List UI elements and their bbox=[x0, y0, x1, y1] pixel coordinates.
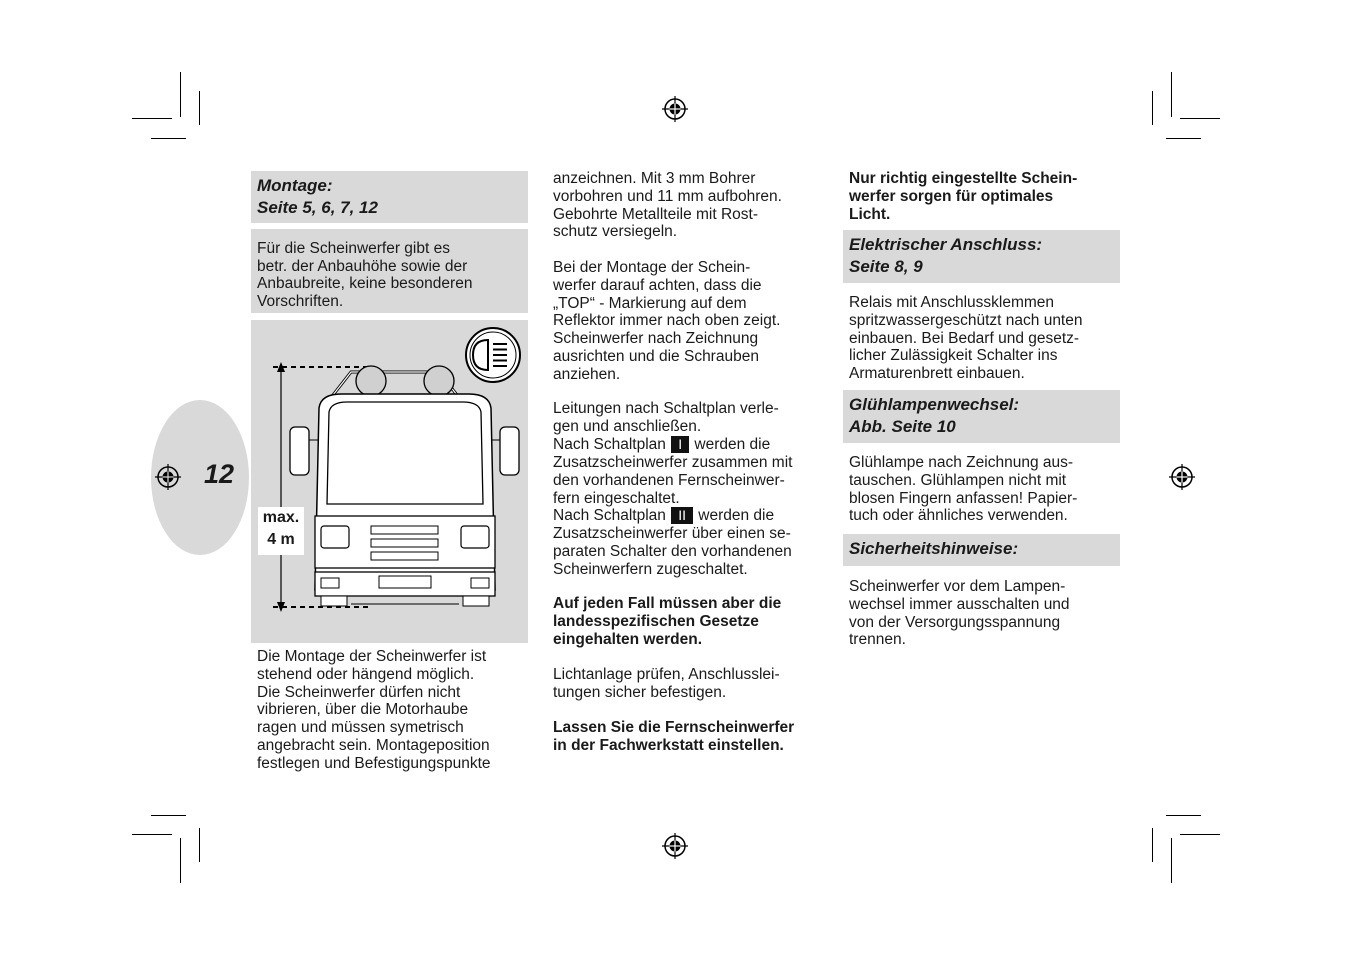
truck-figure bbox=[251, 320, 528, 643]
col2-paragraph bbox=[553, 507, 833, 525]
col2-paragraph: Zusatzscheinwerfer über einen se- paraten Schalter den vorhandenen Scheinwerfern zugeschaltet. bbox=[553, 525, 792, 578]
col2-paragraph: anzeichnen. Mit 3 mm Bohrer vorbohren und 11 mm aufbohren. Gebohrte Metallteile mit Rost- schutz versiegeln. bbox=[553, 170, 782, 241]
col2-bold-note: Lassen Sie die Fernscheinwerfer in der Fachwerkstatt einstellen. bbox=[553, 719, 795, 754]
col2-paragraph: Leitungen nach Schaltplan verle- gen und anschließen. bbox=[553, 400, 779, 435]
height-label-line1: max. bbox=[262, 509, 300, 526]
crop-mark bbox=[1171, 72, 1172, 117]
registration-mark-icon bbox=[155, 464, 181, 490]
crop-mark bbox=[151, 815, 186, 816]
crop-mark bbox=[132, 118, 172, 119]
crop-mark bbox=[1171, 838, 1172, 883]
section-heading-montage: Montage: Seite 5, 6, 7, 12 bbox=[251, 171, 528, 223]
section-heading-sicherheit: Sicherheitshinweise: bbox=[843, 534, 1120, 566]
crop-mark bbox=[132, 834, 172, 835]
crop-mark bbox=[1152, 828, 1153, 862]
schaltplan-text: werden die bbox=[698, 507, 775, 524]
crop-mark bbox=[180, 838, 181, 883]
crop-mark bbox=[199, 828, 200, 862]
truck-front-illustration bbox=[251, 320, 528, 643]
col3-paragraph: Scheinwerfer vor dem Lampen- wechsel immer ausschalten und von der Versorgungsspannung trennen. bbox=[849, 578, 1070, 649]
col2-bold-note: Auf jeden Fall müssen aber die landesspezifischen Gesetze eingehalten werden. bbox=[553, 595, 782, 648]
headlight-symbol-icon bbox=[466, 328, 520, 382]
col2-paragraph: Bei der Montage der Schein- werfer darauf achten, dass die „TOP“ - Markierung auf dem Reflektor immer nach oben zeigt. Scheinwerfer nach Zeichnung ausrichten und die Schrauben anziehen. bbox=[553, 259, 781, 383]
schaltplan-text: werden die bbox=[694, 436, 771, 453]
col3-paragraph: Glühlampe nach Zeichnung aus- tauschen. Glühlampen nicht mit blosen Fingern anfassen! Papier- tuch oder ähnliches verwenden. bbox=[849, 454, 1078, 525]
col3-bold-note: Nur richtig eingestellte Schein- werfer sorgen für optimales Licht. bbox=[849, 170, 1078, 223]
schaltplan-i-badge: I bbox=[671, 436, 689, 453]
col2-paragraph: Zusatzscheinwerfer zusammen mit den vorhandenen Fernscheinwer- fern eingeschaltet. bbox=[553, 454, 793, 507]
schaltplan-text: Nach Schaltplan bbox=[553, 436, 666, 453]
col1-body-text: Die Montage der Scheinwerfer ist stehend oder hängend möglich. Die Scheinwerfer dürfen nicht vibrieren, über die Motorhaube ragen und müssen symetrisch angebracht sein. Montageposition festlegen und Befestigungspunkte bbox=[257, 648, 491, 772]
crop-mark bbox=[151, 138, 186, 139]
height-label bbox=[258, 507, 304, 555]
crop-mark bbox=[1180, 834, 1220, 835]
schaltplan-text: Nach Schaltplan bbox=[553, 507, 666, 524]
crop-mark bbox=[180, 72, 181, 117]
crop-mark bbox=[199, 91, 200, 125]
section-heading-gluehlampe: Glühlampenwechsel: Abb. Seite 10 bbox=[843, 390, 1120, 443]
intro-note: Für die Scheinwerfer gibt es betr. der Anbauhöhe sowie der Anbaubreite, keine besonderen Vorschriften. bbox=[251, 229, 528, 313]
col2-paragraph: Lichtanlage prüfen, Anschlusslei- tungen sicher befestigen. bbox=[553, 666, 780, 701]
page-number: 12 bbox=[204, 459, 235, 489]
registration-mark-icon bbox=[1169, 464, 1195, 490]
registration-mark-icon bbox=[662, 96, 688, 122]
section-heading-anschluss: Elektrischer Anschluss: Seite 8, 9 bbox=[843, 230, 1120, 283]
crop-mark bbox=[1152, 91, 1153, 125]
col3-paragraph: Relais mit Anschlussklemmen spritzwassergeschützt nach unten einbauen. Bei Bedarf und gesetz- licher Zulässigkeit Schalter ins Armaturenbrett einbauen. bbox=[849, 294, 1083, 383]
crop-mark bbox=[1166, 815, 1201, 816]
schaltplan-ii-badge: II bbox=[671, 507, 693, 524]
col2-paragraph bbox=[553, 436, 833, 454]
height-label-line2: 4 m bbox=[267, 531, 295, 548]
registration-mark-icon bbox=[662, 833, 688, 859]
crop-mark bbox=[1166, 138, 1201, 139]
crop-mark bbox=[1180, 118, 1220, 119]
